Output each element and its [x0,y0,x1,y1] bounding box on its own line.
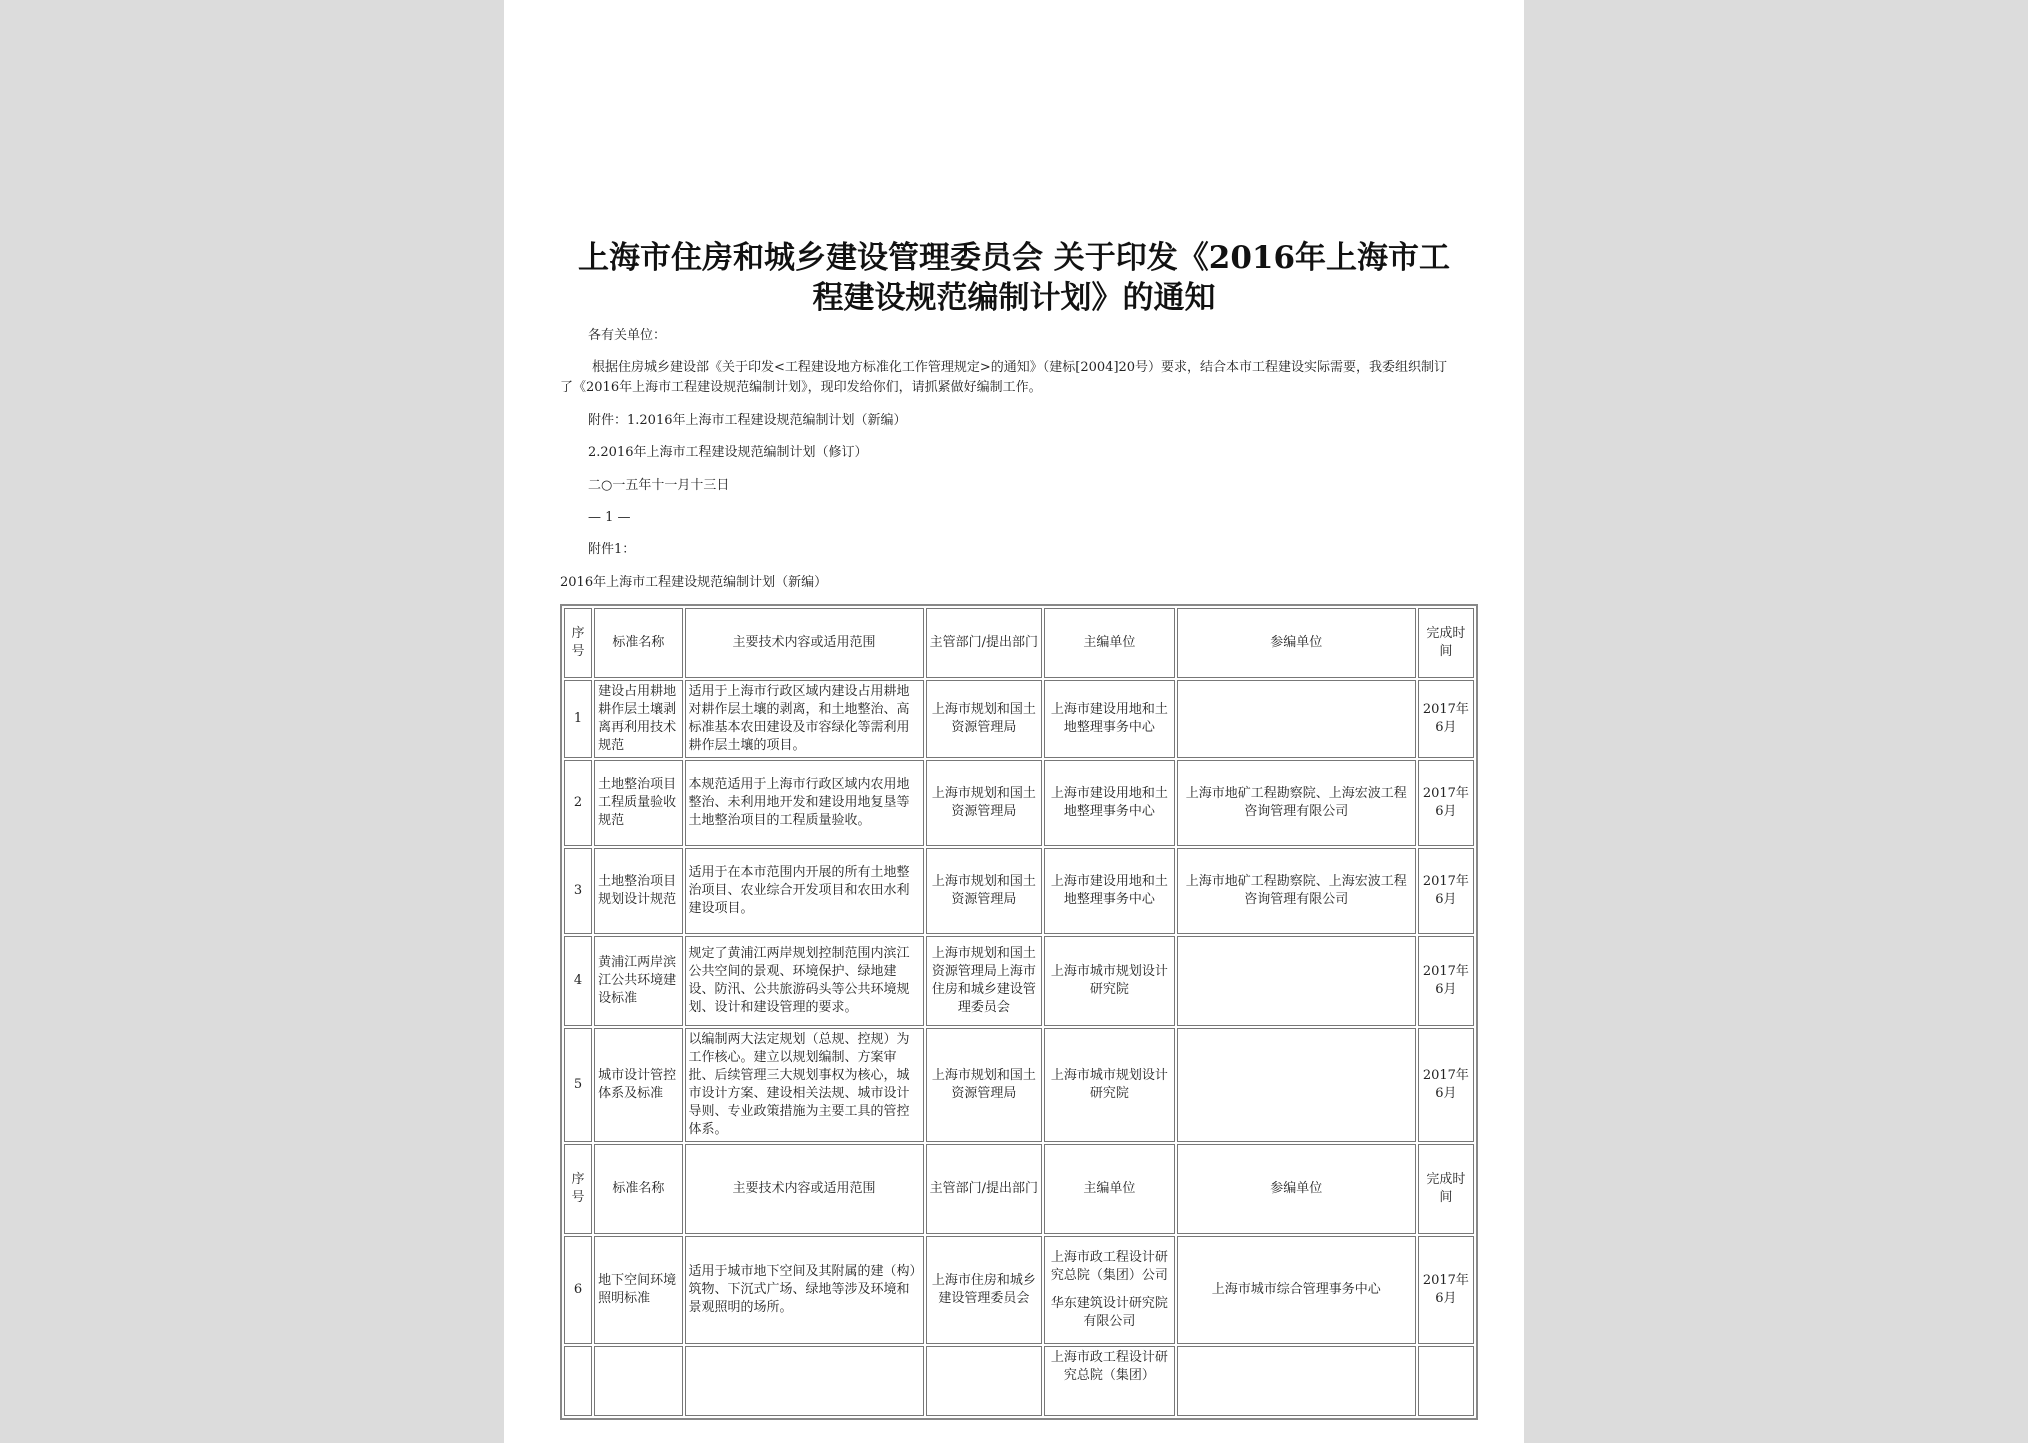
header-content: 主要技术内容或适用范围 [685,608,924,678]
row-content: 适用于在本市范围内开展的所有土地整治项目、农业综合开发项目和农田水利建设项目。 [685,848,924,934]
row-content: 规定了黄浦江两岸规划控制范围内滨江公共空间的景观、环境保护、绿地建设、防汛、公共旅游码头等公共环境规划、设计和建设管理的要求。 [685,936,924,1026]
row-chief-cell [1044,1236,1175,1344]
row-completion: 2017年6月 [1418,848,1474,934]
header-participants: 参编单位 [1177,608,1416,678]
row-dept [926,1346,1043,1416]
header-chief: 主编单位 [1044,608,1175,678]
plan-table [560,604,1478,1420]
row-dept: 上海市规划和国土资源管理局 [926,680,1043,758]
table-row [564,848,1474,934]
row-no: 1 [564,680,592,758]
table-row [564,936,1474,1026]
row-chief: 上海市城市规划设计研究院 [1044,936,1175,1026]
row-participants: 上海市地矿工程勘察院、上海宏波工程咨询管理有限公司 [1177,760,1416,846]
row-participants: 上海市城市综合管理事务中心 [1177,1236,1416,1344]
row-participants [1177,1028,1416,1142]
row-dept: 上海市规划和国土资源管理局 [926,1028,1043,1142]
attachment-2: 2.2016年上海市工程建设规范编制计划（修订） [588,445,868,460]
row-completion: 2017年6月 [1418,1236,1474,1344]
table-caption: 2016年上海市工程建设规范编制计划（新编） [560,575,828,590]
document-title: 上海市住房和城乡建设管理委员会 关于印发《2016年上海市工程建设规范编制计划》的通知 [577,240,1451,316]
row-chief: 上海市建设用地和土地整理事务中心 [1044,848,1175,934]
table-row [564,1028,1474,1142]
header-no: 序号 [564,1144,592,1234]
row-dept: 上海市规划和国土资源管理局 [926,760,1043,846]
header-content: 主要技术内容或适用范围 [685,1144,924,1234]
document-page [504,0,1524,1443]
table-row [564,680,1474,758]
table-row-partial [564,1346,1474,1416]
row-name [594,1346,682,1416]
row-participants [1177,1346,1416,1416]
row-dept: 上海市规划和国土资源管理局上海市住房和城乡建设管理委员会 [926,936,1043,1026]
table-row [564,1236,1474,1344]
row-chief: 上海市政工程设计研究总院（集团）公司 [1050,1250,1168,1283]
row-no: 3 [564,848,592,934]
row-content: 本规范适用于上海市行政区域内农用地整治、未利用地开发和建设用地复垦等土地整治项目的工程质量验收。 [685,760,924,846]
row-completion: 2017年6月 [1418,760,1474,846]
issue-date: 二○一五年十一月十三日 [588,478,730,493]
page-marker: — 1 — [588,510,631,525]
header-no: 序号 [564,608,592,678]
row-name: 黄浦江两岸滨江公共环境建设标准 [594,936,682,1026]
row-dept: 上海市住房和城乡建设管理委员会 [926,1236,1043,1344]
row-content [685,1346,924,1416]
row-participants [1177,936,1416,1026]
row-no: 5 [564,1028,592,1142]
header-dept: 主管部门/提出部门 [926,608,1043,678]
row-completion: 2017年6月 [1418,936,1474,1026]
row-completion: 2017年6月 [1418,1028,1474,1142]
row-content: 适用于上海市行政区域内建设占用耕地对耕作层土壤的剥离，和土地整治、高标准基本农田建设及市容绿化等需利用耕作层土壤的项目。 [685,680,924,758]
row-content: 以编制两大法定规划（总规、控规）为工作核心。建立以规划编制、方案审批、后续管理三大规划事权为核心，城市设计方案、建设相关法规、城市设计导则、专业政策措施为主要工具的管控体系。 [685,1028,924,1142]
header-completion: 完成时间 [1418,1144,1474,1234]
row-name: 土地整治项目规划设计规范 [594,848,682,934]
plan-table-wrapper [560,604,1478,1420]
row-chief: 上海市城市规划设计研究院 [1044,1028,1175,1142]
row-completion [1418,1346,1474,1416]
row-completion: 2017年6月 [1418,680,1474,758]
row-chief-secondary: 华东建筑设计研究院有限公司 [1050,1296,1168,1329]
annex-label: 附件1： [588,542,636,557]
table-header-row [564,608,1474,678]
body-paragraph: 根据住房城乡建设部《关于印发<工程建设地方标准化工作管理规定>的通知》（建标[2004]20号）要求，结合本市工程建设实际需要，我委组织制订了《2016年上海市工程建设规范编制计划》，现印发给你们，请抓紧做好编制工作。 [560,360,1448,395]
header-dept: 主管部门/提出部门 [926,1144,1043,1234]
row-no: 4 [564,936,592,1026]
row-dept: 上海市规划和国土资源管理局 [926,848,1043,934]
header-name: 标准名称 [594,1144,682,1234]
row-name: 建设占用耕地耕作层土壤剥离再利用技术规范 [594,680,682,758]
header-name: 标准名称 [594,608,682,678]
row-no: 2 [564,760,592,846]
row-participants [1177,680,1416,758]
attachment-1: 附件：1.2016年上海市工程建设规范编制计划（新编） [588,413,907,428]
row-no: 6 [564,1236,592,1344]
row-chief: 上海市建设用地和土地整理事务中心 [1044,760,1175,846]
row-name: 土地整治项目工程质量验收规范 [594,760,682,846]
row-chief: 上海市政工程设计研究总院（集团） [1044,1346,1175,1416]
table-header-row-repeat [564,1144,1474,1234]
row-name: 地下空间环境照明标准 [594,1236,682,1344]
header-participants: 参编单位 [1177,1144,1416,1234]
row-content: 适用于城市地下空间及其附属的建（构）筑物、下沉式广场、绿地等涉及环境和景观照明的场所。 [685,1236,924,1344]
table-row [564,760,1474,846]
header-completion: 完成时间 [1418,608,1474,678]
row-participants: 上海市地矿工程勘察院、上海宏波工程咨询管理有限公司 [1177,848,1416,934]
row-no [564,1346,592,1416]
row-name: 城市设计管控体系及标准 [594,1028,682,1142]
row-chief: 上海市建设用地和土地整理事务中心 [1044,680,1175,758]
header-chief: 主编单位 [1044,1144,1175,1234]
salutation: 各有关单位： [588,328,667,343]
